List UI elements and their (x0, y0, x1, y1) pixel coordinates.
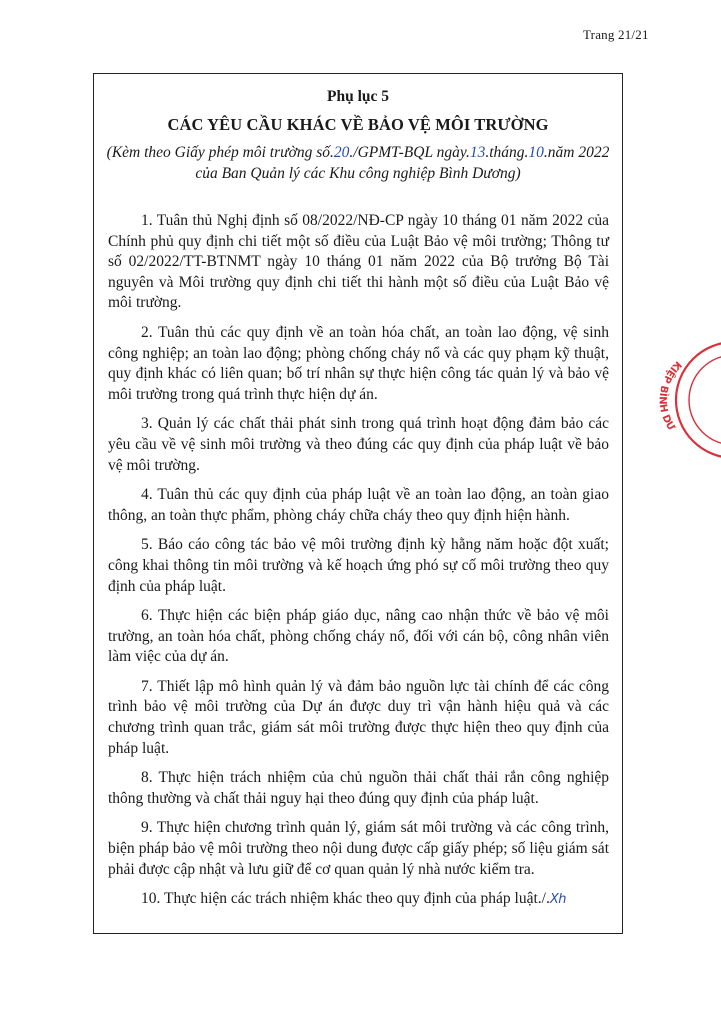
appendix-label: Phụ lục 5 (326, 88, 389, 105)
stamp-inner-ring (689, 355, 721, 445)
list-item-text: 10. Thực hiện các trách nhiệm khác theo quy định của pháp luật./. (141, 890, 550, 908)
page-number: Trang 21/21 (583, 27, 649, 42)
list-item (108, 889, 609, 911)
stamp-fragment (656, 338, 721, 466)
document-title: CÁC YÊU CẦU KHÁC VỀ BẢO VỆ MÔI TRƯỜNG (167, 115, 549, 134)
subtitle-prefix: (Kèm theo Giấy phép môi trường số (106, 144, 331, 161)
subtitle: (Kèm theo Giấy phép môi trường số.20./GPMT-BQL ngày.13.tháng.10.năm 2022 của Ban Quản lý các Khu công nghiệp Bình Dương) (106, 144, 610, 182)
requirements-list (108, 211, 609, 920)
list-item: 5. Báo cáo công tác bảo vệ môi trường định kỳ hằng năm hoặc đột xuất; công khai thông tin môi trường và kế hoạch ứng phó sự cố môi trường theo quy định của pháp luật. (108, 536, 609, 595)
list-item: 8. Thực hiện trách nhiệm của chủ nguồn thải chất thải rắn công nghiệp thông thường và chất thải nguy hại theo đúng quy định của pháp luật. (108, 769, 609, 807)
subtitle-line-2: của Ban Quản lý các Khu công nghiệp Bình Dương) (195, 165, 521, 182)
handwritten-month: 10 (528, 144, 544, 161)
list-item: 3. Quản lý các chất thải phát sinh trong quá trình hoạt động đảm bảo các yêu cầu về vệ sinh môi trường và theo đúng các quy định của pháp luật về bảo vệ môi trường. (108, 415, 609, 474)
list-item: 2. Tuân thủ các quy định về an toàn hóa chất, an toàn lao động, vệ sinh công nghiệp; an toàn lao động; phòng chống cháy nổ và các quy phạm kỹ thuật, quy định khác có liên quan; bố trí nhân sự thực hiện công tác quản lý và bảo vệ môi trường trong quá trình thực hiện dự án. (108, 323, 609, 403)
list-item: 4. Tuân thủ các quy định của pháp luật về an toàn lao động, an toàn giao thông, an toàn thực phẩm, phòng cháy chữa cháy theo quy định hiện hành. (108, 486, 609, 524)
handwritten-permit-number: 20 (333, 144, 350, 161)
handwritten-day: 13 (469, 144, 486, 161)
list-item: 7. Thiết lập mô hình quản lý và đảm bảo nguồn lực tài chính để các công trình bảo vệ môi trường của Dự án được duy trì vận hành hiệu quả và các chương trình quan trắc, giám sát môi trường được thực hiện theo quy định của pháp luật. (108, 677, 609, 757)
list-item: 9. Thực hiện chương trình quản lý, giám sát môi trường và các công trình, biện pháp bảo vệ môi trường theo nội dung được cấp giấy phép; số liệu giám sát phải được cập nhật và lưu giữ để cơ quan quản lý nhà nước kiểm tra. (108, 819, 609, 878)
signature-mark: Xh (549, 892, 566, 908)
subtitle-mid-2: tháng (489, 144, 525, 161)
subtitle-mid-1: /GPMT-BQL ngày (353, 144, 466, 161)
list-item: 6. Thực hiện các biện pháp giáo dục, nâng cao nhận thức về bảo vệ môi trường, an toàn hóa chất, phòng chống cháy nổ, đối với cán bộ, công nhân viên làm việc của dự án. (108, 607, 609, 666)
stamp-text: KIỆP BÌNH DƯ (656, 358, 684, 433)
list-item: 1. Tuân thủ Nghị định số 08/2022/NĐ-CP ngày 10 tháng 01 năm 2022 của Chính phủ quy định chi tiết một số điều của Luật Bảo vệ môi trường; Thông tư số 02/2022/TT-BTNMT ngày 10 tháng 01 năm 2022 của Bộ trưởng Bộ Tài nguyên và Môi trường quy định chi tiết thi hành một số điều của Luật Bảo vệ môi trường. (108, 212, 609, 312)
subtitle-mid-3: năm 2022 (547, 144, 610, 161)
